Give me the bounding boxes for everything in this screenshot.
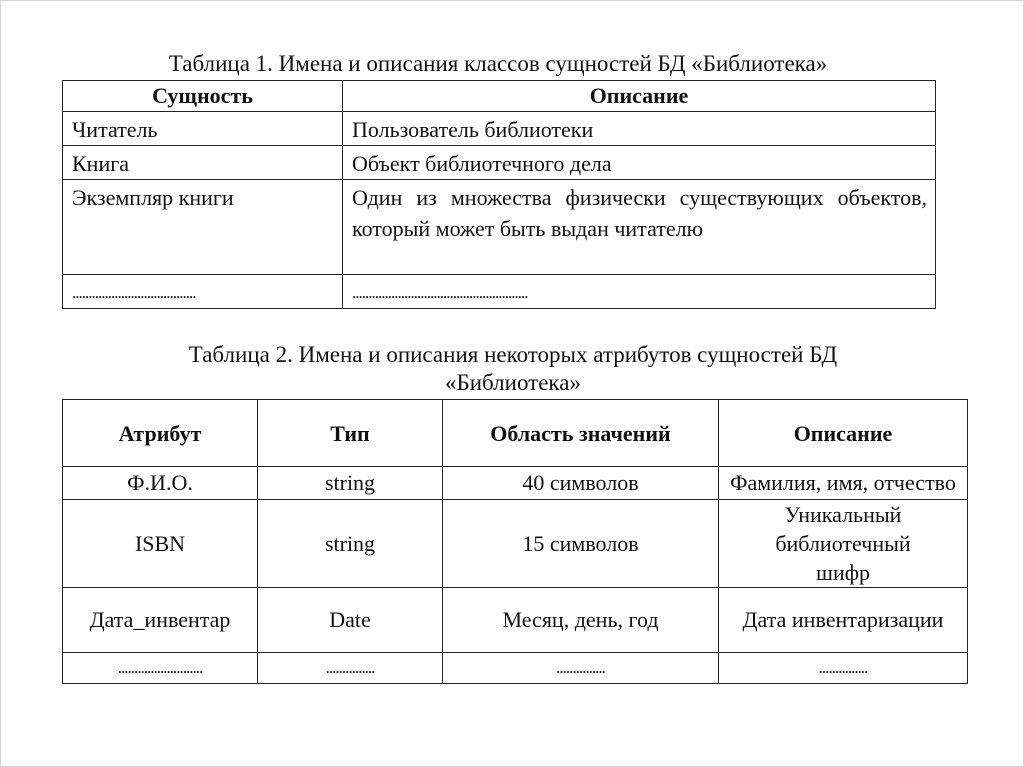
attributes-table [62, 399, 968, 684]
type-cell: Date [258, 588, 443, 653]
description-cell: Уникальный библиотечный шифр [719, 500, 968, 588]
table-row [63, 180, 936, 275]
description-cell: Дата инвентаризации [719, 588, 968, 653]
value-range-cell: Месяц, день, год [443, 588, 719, 653]
header-value-range: Область значений [443, 400, 719, 467]
table-row [63, 500, 968, 588]
table-row [63, 653, 968, 684]
table-row [63, 275, 936, 309]
attribute-cell: Ф.И.О. [63, 467, 258, 500]
table2-caption-line1: Таблица 2. Имена и описания некоторых атрибутов сущностей БД [188, 342, 838, 367]
description-cell: ............... [719, 653, 968, 684]
description-cell: Фамилия, имя, отчество [719, 467, 968, 500]
entity-cell: Экземпляр книги [63, 180, 343, 275]
table2-caption-line2: «Библиотека» [445, 370, 581, 395]
table1-caption: Таблица 1. Имена и описания классов сущностей БД «Библиотека» [168, 51, 828, 76]
table-row [63, 146, 936, 180]
entity-cell: Книга [63, 146, 343, 180]
entity-cell: ...................................... [63, 275, 343, 309]
attribute-cell: .......................... [63, 653, 258, 684]
table-header-row [63, 400, 968, 467]
entities-table [62, 80, 936, 309]
value-range-cell: ............... [443, 653, 719, 684]
description-cell: Пользователь библиотеки [343, 112, 936, 146]
attribute-cell: Дата_инвентар [63, 588, 258, 653]
header-attribute: Атрибут [63, 400, 258, 467]
table-row [63, 467, 968, 500]
attribute-cell: ISBN [63, 500, 258, 588]
table-row [63, 112, 936, 146]
description-cell: ...................................................... [343, 275, 936, 309]
value-range-cell: 40 символов [443, 467, 719, 500]
header-type: Тип [258, 400, 443, 467]
value-range-cell: 15 символов [443, 500, 719, 588]
header-description: Описание [719, 400, 968, 467]
entity-cell: Читатель [63, 112, 343, 146]
type-cell: ............... [258, 653, 443, 684]
table-row [63, 588, 968, 653]
header-entity: Сущность [63, 81, 343, 112]
type-cell: string [258, 500, 443, 588]
type-cell: string [258, 467, 443, 500]
header-description: Описание [343, 81, 936, 112]
table-header-row [63, 81, 936, 112]
description-cell: Объект библиотечного дела [343, 146, 936, 180]
description-cell: Один из множества физически существующих объектов, который может быть выдан читателю [343, 180, 936, 275]
